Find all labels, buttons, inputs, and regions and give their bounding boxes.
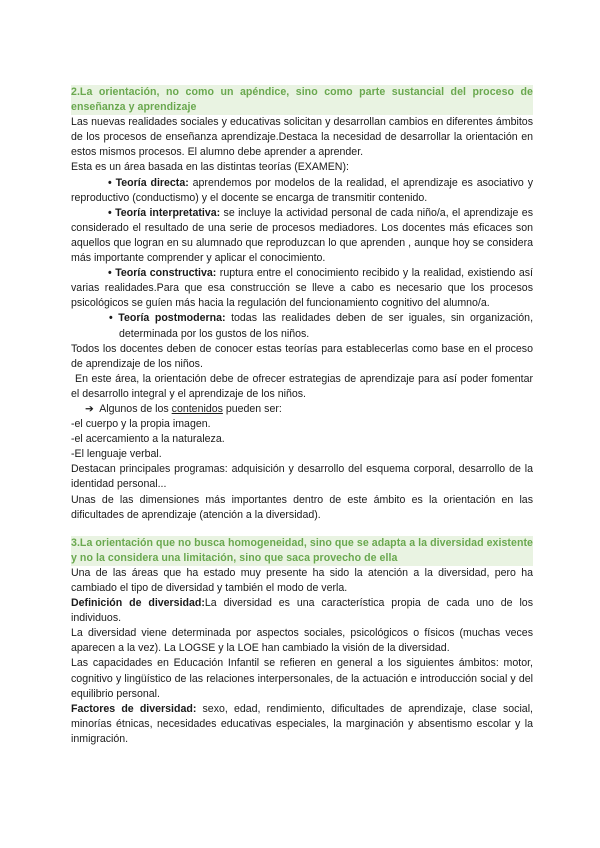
theory-direct-title: • Teoría directa: [108, 176, 189, 189]
content-item-2: -el acercamiento a la naturaleza. [71, 433, 225, 446]
diversity-definition-title: Definición de diversidad: [71, 597, 205, 610]
contents-intro-pre: Algunos de los [99, 402, 172, 415]
diversity-factors-text: sexo, edad, rendimiento, dificultades de aprendizaje, clase social, minorías étnicas, necesidades educativas especiales, la marginación y absentismo escolar y la inmigración. [71, 702, 533, 745]
section-gap [71, 523, 533, 536]
theory-interpretive [71, 206, 533, 266]
section-2-paragraph-4: En este área, la orientación debe de ofrecer estrategias de aprendizaje para así poder fomentar el desarrollo integral y el aprendizaje de los niños. [71, 372, 533, 400]
contents-intro-post: pueden ser: [222, 402, 282, 415]
content-item-1: -el cuerpo y la propia imagen. [71, 418, 211, 431]
section-2-paragraph-6: Unas de las dimensiones más importantes dentro de este ámbito es la orientación en las dificultades de aprendizaje (atención a la diversidad). [71, 493, 533, 521]
diversity-factors [71, 702, 533, 747]
theory-postmodern [71, 311, 533, 341]
section-3-paragraph-2: La diversidad viene determinada por aspectos sociales, psicológicos o físicos (muchas veces aparecen a la vez). La LOGSE y la LOE han cambiado la visión de la diversidad. [71, 627, 533, 655]
theory-direct-text: aprendemos por modelos de la realidad, el aprendizaje es asociativo y reproductivo (conductismo) y el docente se encarga de transmitir contenido. [71, 176, 533, 204]
section-2-paragraph-3: Todos los docentes deben de conocer estas teorías para establecerlas como base en el proceso de aprendizaje de los niños. [71, 342, 533, 370]
theory-postmodern-text: todas las realidades deben de ser iguales, sin organización, determinada por los gustos de los niños. [119, 312, 534, 340]
theory-direct [71, 176, 533, 206]
diversity-definition [71, 596, 533, 626]
section-3-paragraph-3: Las capacidades en Educación Infantil se refieren en general a los siguientes ámbitos: motor, cognitivo y lingüístico de las relaciones interpersonales, de la actuación e introducción social y del equilibrio personal. [71, 657, 533, 700]
theory-postmodern-title: • Teoría postmoderna: [109, 312, 226, 325]
section-3-heading: 3.La orientación que no busca homogeneidad, sino que se adapta a la diversidad existente y no la considera una limitación, sino que saca provecho de ella [71, 536, 533, 566]
section-3-paragraph-1: Una de las áreas que ha estado muy presente ha sido la atención a la diversidad, pero ha cambiado el tipo de diversidad y también el modo de verla. [71, 566, 533, 594]
theory-constructive-text: ruptura entre el conocimiento recibido y la realidad, existiendo así varias realidades.Para que esa construcción se lleve a cabo es necesario que los procesos psicológicos se guíen más hacia la regulación del funcionamiento cognitivo del alumno/a. [71, 267, 533, 310]
section-2-paragraph-2: Esta es un área basada en las distintas teorías (EXAMEN): [71, 161, 349, 174]
theory-constructive [71, 266, 533, 311]
diversity-definition-text: La diversidad es una característica propia de cada uno de los individuos. [71, 597, 533, 625]
content-item-3: -El lenguaje verbal. [71, 448, 162, 461]
section-2-paragraph-5: Destacan principales programas: adquisición y desarrollo del esquema corporal, desarrollo de la identidad personal... [71, 463, 533, 491]
section-2-paragraph-1: Las nuevas realidades sociales y educativas solicitan y desarrollan cambios en diferentes ámbitos de los procesos de enseñanza aprendizaje.Destaca la necesidad de desarrollar la orientación en estos mismos procesos. El alumno debe aprender a aprender. [71, 116, 533, 159]
theory-interpretive-text: se incluye la actividad personal de cada niño/a, el aprendizaje es considerado el resultado de una serie de procesos mediadores. Los docentes más eficaces son aquellos que logran en su alumnado que reproduzcan lo que aprenden , aunque hoy se considera más importante comprender y aplicar el conocimiento. [71, 206, 533, 265]
contents-intro [71, 402, 533, 417]
arrow-icon: ➔ [85, 402, 94, 415]
document-page [71, 85, 533, 747]
contents-word: contenidos [171, 402, 223, 415]
theory-constructive-title: • Teoría constructiva: [108, 267, 217, 280]
diversity-factors-title: Factores de diversidad: [71, 702, 197, 715]
section-2-heading: 2.La orientación, no como un apéndice, sino como parte sustancial del proceso de enseñanza y aprendizaje [71, 85, 533, 115]
theory-interpretive-title: • Teoría interpretativa: [108, 206, 221, 219]
